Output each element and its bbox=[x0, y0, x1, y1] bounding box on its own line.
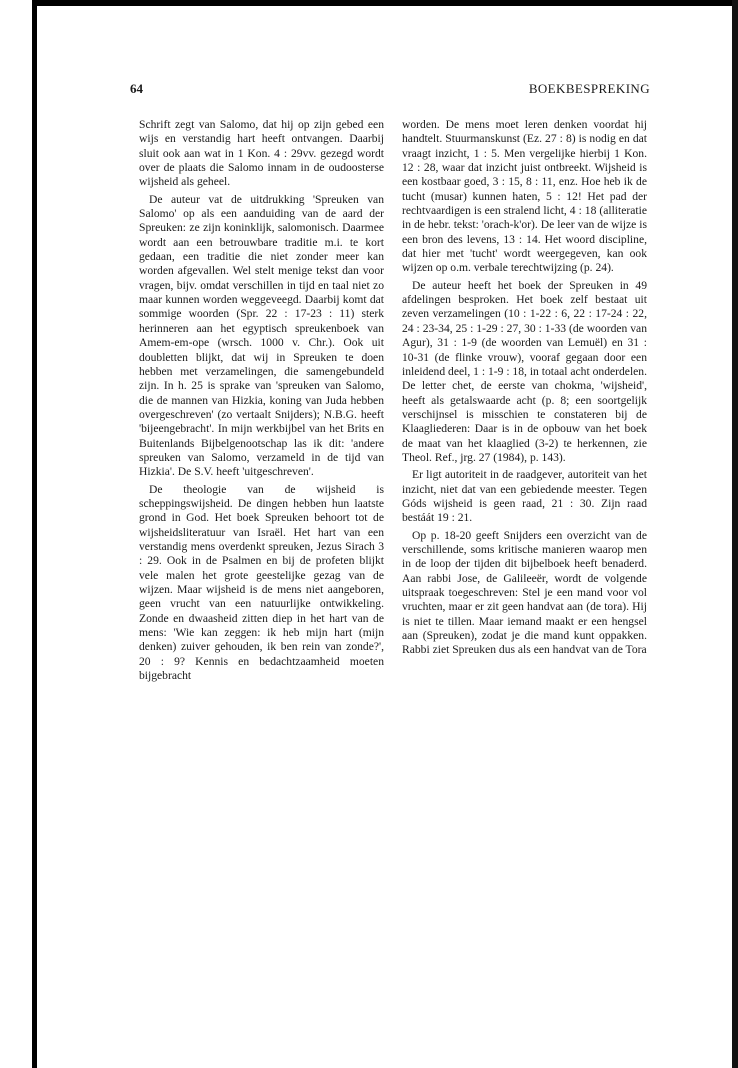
paragraph: Er ligt autoriteit in de raadgever, autoriteit van het inzicht, niet dat van een gebiedende meester. Tegen Góds wijsheid is geen raad, 21 : 30. Zijn raad bestáát 19 : 21. bbox=[402, 468, 647, 525]
paragraph: De auteur vat de uitdrukking 'Spreuken van Salomo' op als een aanduiding van de aard der Spreuken: ze zijn koninklijk, salomonisch. Daarmee wordt aan een betrouwbare traditie m.i. te kort gedaan, een traditie die niet zonder meer kan worden afgevallen. Wel stelt menige tekst dan voor vragen, bijv. omdat verschillen in tijd en taal niet zo maar kunnen worden weggeveegd. Daarbij komt dat sommige woorden (Spr. 22 : 17-23 : 11) sterk herinneren aan het egyptisch spreukenboek van Amem-em-ope (wrsch. 1000 v. Chr.). Ook uit doubletten blijkt, dat wij in Spreuken te doen hebben met verzamelingen, die samengebundeld zijn. In h. 25 is sprake van 'spreuken van Salomo, die de mannen van Hizkia, koning van Juda hebben overgeschreven' (zo vertaalt Snijders); N.B.G. heeft 'bijeengebracht'. In mijn werkbijbel van het Brits en Buitenlands Bijbelgenootschap las ik dit: 'andere spreuken van Salomo, verzameld in de tijd van Hizkia'. De S.V. heeft 'uitgeschreven'. bbox=[139, 192, 384, 479]
paragraph: De auteur heeft het boek der Spreuken in 49 afdelingen besproken. Het boek zelf bestaat uit zeven verzamelingen (10 : 1-22 : 6, 22 : 17-24 : 22, 24 : 23-34, 25 : 1-29 : 27, 30 : 1-33 (de woorden van Agur), 31 : 1-9 (de woorden van Lemuël) en 31 : 10-31 (de flinke vrouw), vooraf gegaan door een inleidend deel, 1 : 1-9 : 18, in totaal acht onderdelen. De letter chet, de eerste van chokma, 'wijsheid', heeft als getalswaarde acht (p. 8; een soortgelijk verschijnsel is misschien te constateren bij de Klaagliederen: Daar is in de opbouw van het boek de maat van het klaaglied (3-2) te herkennen, zie Theol. Ref., jrg. 27 (1984), p. 143). bbox=[402, 278, 648, 464]
paragraph: Op p. 18-20 geeft Snijders een overzicht van de verschillende, soms kritische manieren waarop men in de loop der tijden dit bijbelboek heeft benaderd. Aan rabbi Jose, de Galileeër, wordt de volgende uitspraak toegeschreven: Stel je een mand voor vol vruchten, maar er zit geen handvat aan (de tora). Hij is niet te tillen. Maar iemand maakt er een hengsel aan (Spreuken), zodat je die mand kunt oppakken. Rabbi ziet Spreuken dus als een handvat van de Tora bbox=[402, 528, 647, 657]
right-column bbox=[402, 118, 647, 661]
paragraph: worden. De mens moet leren denken voordat hij handtelt. Stuurmanskunst (Ez. 27 : 8) is nodig en dat vraagt inzicht, 1 : 5. Men vergelijke hierbij 1 Kon. 12 : 28, waar dat inzicht juist ontbreekt. Wijsheid is een kostbaar goed, 3 : 15, 8 : 11, enz. Hoe heb ik de tucht (musar) kunnen haten, 5 : 12! Het pad der rechtvaardigen is een stralend licht, 4 : 18 (alliteratie in de hebr. tekst: 'orach-k'or). De leer van de wijze is een bron des levens, 13 : 14. Het woord discipline, dat hier met 'tucht' wordt weergegeven, kan ook wijzen op o.m. verbale terechtwijzing (p. 24). bbox=[402, 118, 647, 275]
paragraph: Schrift zegt van Salomo, dat hij op zijn gebed een wijs en verstandig hart heeft ontvangen. Daarbij sluit ook aan wat in 1 Kon. 4 : 29vv. gezegd wordt over de plaats die Salomo innam in de oudoosterse wijsheid als geheel. bbox=[139, 118, 384, 189]
scan-border-right bbox=[732, 0, 738, 1068]
scan-border-left bbox=[32, 0, 37, 1068]
running-header: BOEKBESPREKING bbox=[528, 81, 650, 96]
page-number: 64 bbox=[130, 81, 143, 96]
paragraph: De theologie van de wijsheid is scheppingswijsheid. De dingen hebben hun laatste grond in God. Het boek Spreuken behoort tot de wijsheidsliteratuur van Israël. Het hart van een verstandig mens overdenkt spreuken, Jezus Sirach 3 : 29. Ook in de Psalmen en bij de profeten blijkt vele malen het grote geestelijke gezag van de wijzen. Maar wijsheid is de mens niet aangeboren, geen vrucht van een natuurlijke ontwikkeling. Zonde en dwaasheid zitten diep in het hart van de mens: 'Wie kan zeggen: ik heb mijn hart (mijn denken) zuiver gehouden, ik ben rein van zonde?', 20 : 9? Kennis en bedachtzaamheid moeten bijgebracht bbox=[139, 482, 384, 683]
scan-border-top bbox=[32, 0, 734, 6]
left-column bbox=[139, 118, 384, 686]
